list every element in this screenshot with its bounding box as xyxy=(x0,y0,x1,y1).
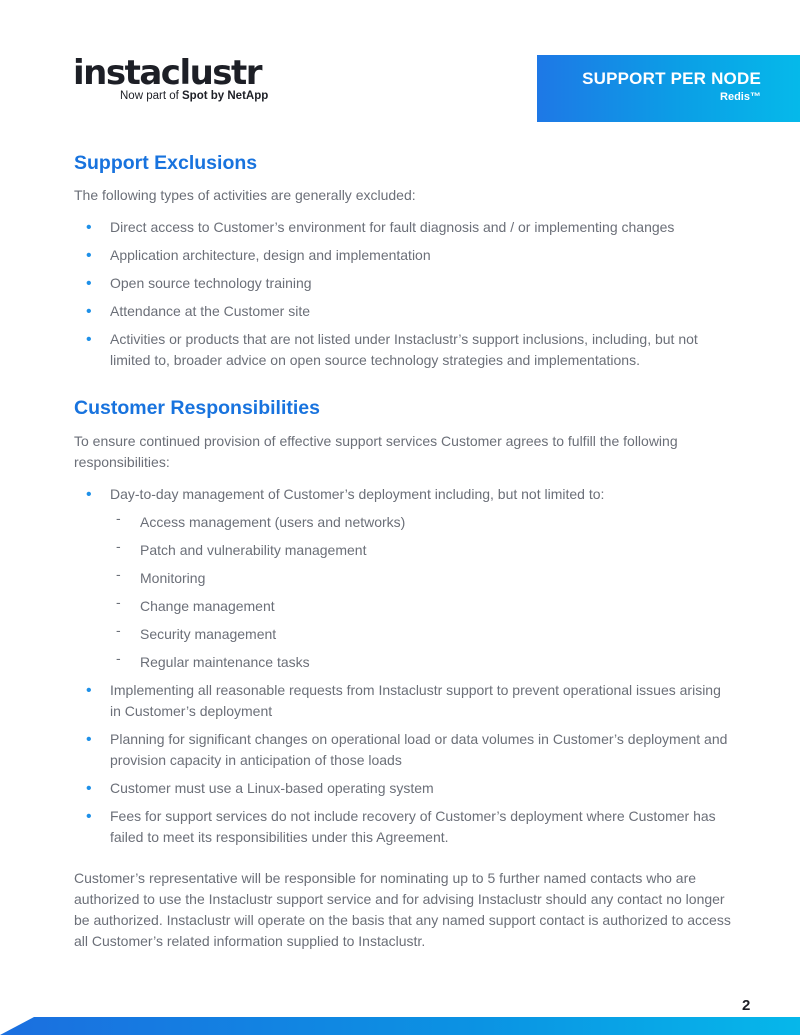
header-banner xyxy=(537,55,800,122)
list-item: • Planning for significant changes on operational load or data volumes in Customer’s deployment and provision capacity in anticipation of those loads xyxy=(74,729,734,771)
sub-list-item: - Change management xyxy=(110,596,734,617)
banner-title: SUPPORT PER NODE xyxy=(582,69,761,88)
logo-wordmark-text: instaclustr xyxy=(73,53,262,93)
sub-list-item: - Regular maintenance tasks xyxy=(110,652,734,673)
sub-list-item: - Monitoring xyxy=(110,568,734,589)
list-item: • Open source technology training xyxy=(74,273,734,294)
footer-gradient-bar xyxy=(0,1017,800,1035)
list-item: • Customer must use a Linux-based operating system xyxy=(74,778,734,799)
support-exclusions-heading: Support Exclusions xyxy=(74,152,258,174)
management-sublist xyxy=(110,512,734,673)
logo-tagline-brand: Spot by NetApp xyxy=(182,90,269,102)
sub-list-item: - Patch and vulnerability management xyxy=(110,540,734,561)
list-item-text: Day-to-day management of Customer’s deployment including, but not limited to: xyxy=(110,486,605,502)
document-body xyxy=(74,150,734,952)
list-item: • Implementing all reasonable requests from Instaclustr support to prevent operational issues arising in Customer’s deployment xyxy=(74,680,734,722)
exclusions-list xyxy=(74,217,734,371)
logo-wordmark xyxy=(73,53,283,93)
responsibilities-intro: To ensure continued provision of effective support services Customer agrees to fulfill the following responsibilities: xyxy=(74,433,678,470)
instaclustr-logo xyxy=(73,53,283,102)
sub-list-item: - Security management xyxy=(110,624,734,645)
page-number: 2 xyxy=(742,997,751,1014)
list-item xyxy=(74,484,734,673)
responsibilities-list xyxy=(74,484,734,848)
list-item: • Activities or products that are not listed under Instaclustr’s support inclusions, including, but not limited to, broader advice on open source technology strategies and implementations. xyxy=(74,329,734,371)
customer-responsibilities-heading: Customer Responsibilities xyxy=(74,397,320,419)
banner-subtitle: Redis™ xyxy=(720,91,761,103)
exclusions-intro: The following types of activities are generally excluded: xyxy=(74,187,416,203)
logo-tagline-prefix: Now part of xyxy=(120,90,179,102)
sub-list-item: - Access management (users and networks) xyxy=(110,512,734,533)
list-item: • Direct access to Customer’s environment for fault diagnosis and / or implementing changes xyxy=(74,217,734,238)
list-item: • Application architecture, design and implementation xyxy=(74,245,734,266)
list-item: • Attendance at the Customer site xyxy=(74,301,734,322)
closing-paragraph: Customer’s representative will be responsible for nominating up to 5 further named contacts who are authorized to use the Instaclustr support service and for advising Instaclustr should any contact no longer be authorized. Instaclustr will operate on the basis that any named support contact is authorized to access all Customer’s related information supplied to Instaclustr. xyxy=(74,870,731,949)
list-item: • Fees for support services do not include recovery of Customer’s deployment where Customer has failed to meet its responsibilities under this Agreement. xyxy=(74,806,734,848)
